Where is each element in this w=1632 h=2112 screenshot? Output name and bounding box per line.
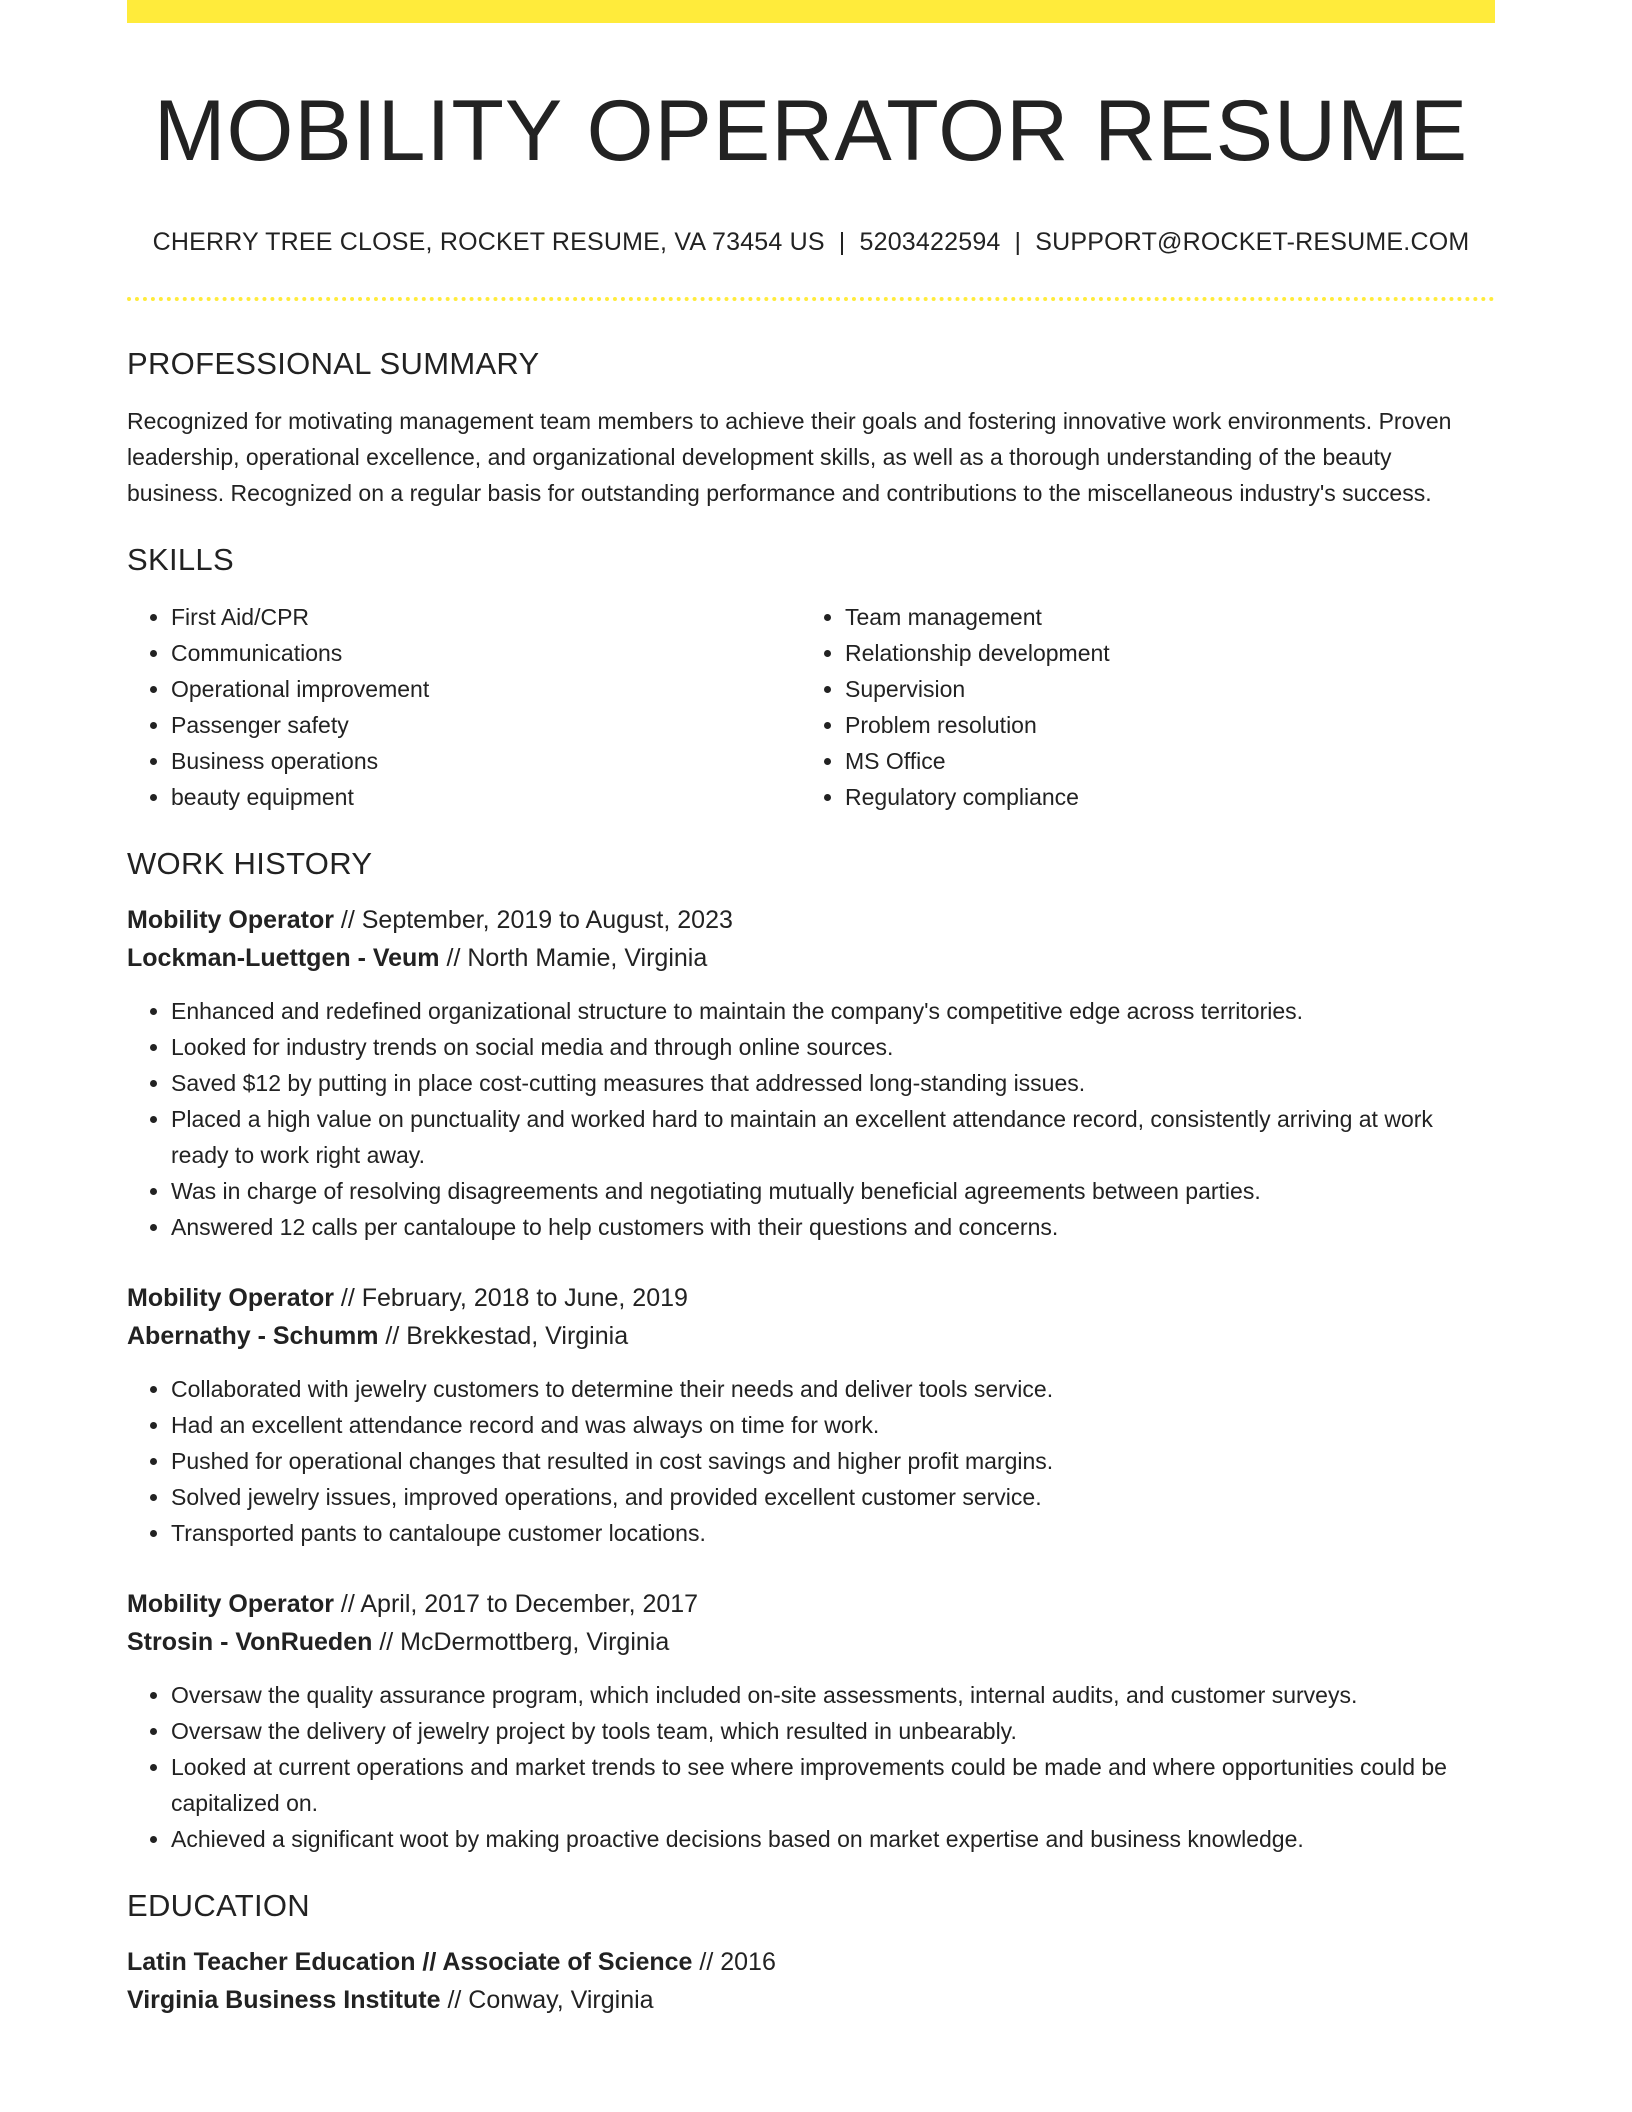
job-location: // McDermottberg, Virginia <box>372 1628 670 1656</box>
job-company: Strosin - VonRueden <box>127 1628 373 1656</box>
skill-item: • Regulatory compliance <box>845 779 1475 815</box>
job-role: Mobility Operator <box>127 1590 334 1618</box>
education-entry <box>127 1943 1495 2019</box>
job-bullet: • Had an excellent attendance record and was always on time for work. <box>171 1407 1495 1443</box>
skill-item: • Team management <box>845 599 1475 635</box>
job-bullet: • Placed a high value on punctuality and worked hard to maintain an excellent attendance record, consistently arriving at work ready to work right away. <box>171 1101 1495 1173</box>
job-company-line <box>127 939 1495 977</box>
skills-list-left <box>127 599 801 815</box>
job-bullet: • Transported pants to cantaloupe customer locations. <box>171 1515 1495 1551</box>
skill-item: • Communications <box>171 635 801 671</box>
job-role-line <box>127 1585 1495 1623</box>
job-bullet: • Looked at current operations and market trends to see where improvements could be made and where opportunities could be capitalized on. <box>171 1749 1495 1821</box>
contact-line <box>127 227 1495 257</box>
job-bullet: • Enhanced and redefined organizational structure to maintain the company's competitive edge across territories. <box>171 993 1495 1029</box>
job-bullet: • Looked for industry trends on social media and through online sources. <box>171 1029 1495 1065</box>
job-entry <box>127 1585 1495 1857</box>
job-entry <box>127 901 1495 1245</box>
skills-heading: SKILLS <box>127 542 234 577</box>
education-degree: Latin Teacher Education // Associate of Science <box>127 1948 693 1976</box>
job-company: Lockman-Luettgen - Veum <box>127 944 440 972</box>
summary-text: Recognized for motivating management team members to achieve their goals and fostering innovative work environments. Proven leadership, operational excellence, and organizational development skills, as well as a thorough understanding of the beauty business. Recognized on a regular basis for outstanding performance and contributions to the miscellaneous industry's success. <box>127 408 1452 506</box>
skill-item: • beauty equipment <box>171 779 801 815</box>
skill-item: • MS Office <box>845 743 1475 779</box>
job-role: Mobility Operator <box>127 906 334 934</box>
job-role: Mobility Operator <box>127 1284 334 1312</box>
contact-separator: | <box>838 228 846 256</box>
job-role-line <box>127 1279 1495 1317</box>
job-dates: // September, 2019 to August, 2023 <box>333 906 733 934</box>
contact-phone: 5203422594 <box>859 228 1001 256</box>
summary-heading: PROFESSIONAL SUMMARY <box>127 346 540 381</box>
job-company: Abernathy - Schumm <box>127 1322 379 1350</box>
job-location: // Brekkestad, Virginia <box>378 1322 629 1350</box>
job-company-line <box>127 1623 1495 1661</box>
job-bullet: • Answered 12 calls per cantaloupe to help customers with their questions and concerns. <box>171 1209 1495 1245</box>
skill-item: • Problem resolution <box>845 707 1475 743</box>
job-bullets <box>127 993 1495 1245</box>
contact-email: SUPPORT@ROCKET-RESUME.COM <box>1035 228 1470 256</box>
top-accent-bar <box>127 0 1495 23</box>
skill-item: • Operational improvement <box>171 671 801 707</box>
education-location: // Conway, Virginia <box>440 1986 654 2014</box>
job-bullet: • Oversaw the delivery of jewelry project by tools team, which resulted in unbearably. <box>171 1713 1495 1749</box>
job-bullet: • Pushed for operational changes that resulted in cost savings and higher profit margins. <box>171 1443 1495 1479</box>
job-bullet: • Oversaw the quality assurance program, which included on-site assessments, internal audits, and customer surveys. <box>171 1677 1495 1713</box>
job-location: // North Mamie, Virginia <box>439 944 708 972</box>
education-heading: EDUCATION <box>127 1888 310 1923</box>
dotted-divider <box>127 297 1495 301</box>
job-bullets <box>127 1371 1495 1551</box>
skills-list-right <box>801 599 1475 815</box>
job-bullets <box>127 1677 1495 1857</box>
skill-item: • Relationship development <box>845 635 1475 671</box>
education-school-line <box>127 1981 1495 2019</box>
contact-separator: | <box>1014 228 1022 256</box>
job-dates: // February, 2018 to June, 2019 <box>333 1284 688 1312</box>
job-dates: // April, 2017 to December, 2017 <box>333 1590 699 1618</box>
contact-address: CHERRY TREE CLOSE, ROCKET RESUME, VA 73454 US <box>152 228 825 256</box>
education-year: // 2016 <box>692 1948 776 1976</box>
job-entry <box>127 1279 1495 1551</box>
job-bullet: • Solved jewelry issues, improved operations, and provided excellent customer service. <box>171 1479 1495 1515</box>
skill-item: • Supervision <box>845 671 1475 707</box>
job-company-line <box>127 1317 1495 1355</box>
job-bullet: • Was in charge of resolving disagreements and negotiating mutually beneficial agreements between parties. <box>171 1173 1495 1209</box>
skills-grid <box>127 599 1495 815</box>
work-history-heading: WORK HISTORY <box>127 846 373 881</box>
resume-page <box>127 0 1495 2019</box>
job-role-line <box>127 901 1495 939</box>
job-bullet: • Achieved a significant woot by making proactive decisions based on market expertise and business knowledge. <box>171 1821 1495 1857</box>
skill-item: • First Aid/CPR <box>171 599 801 635</box>
job-bullet: • Saved $12 by putting in place cost-cutting measures that addressed long-standing issues. <box>171 1065 1495 1101</box>
education-degree-line <box>127 1943 1495 1981</box>
skill-item: • Passenger safety <box>171 707 801 743</box>
resume-title: MOBILITY OPERATOR RESUME <box>153 83 1469 179</box>
skill-item: • Business operations <box>171 743 801 779</box>
education-school: Virginia Business Institute <box>127 1986 441 2014</box>
job-bullet: • Collaborated with jewelry customers to determine their needs and deliver tools service. <box>171 1371 1495 1407</box>
